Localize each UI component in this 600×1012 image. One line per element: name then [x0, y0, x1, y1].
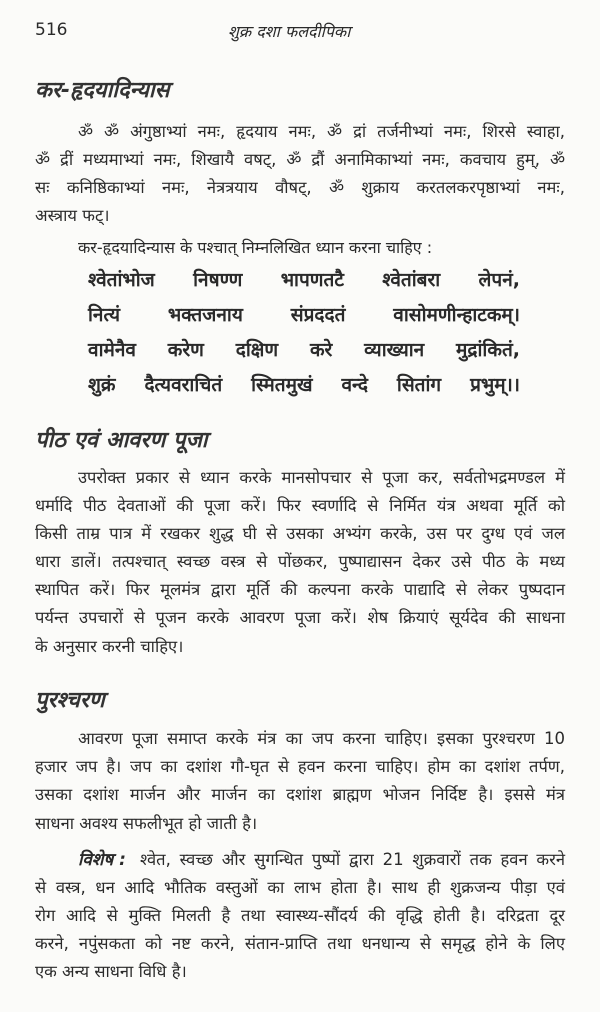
page-number: 516: [35, 20, 68, 40]
dhyana-intro: कर-हृदयादिन्यास के पश्चात् निम्नलिखित ध्यान करना चाहिए :: [78, 238, 433, 257]
paragraph-line: के अनुसार करनी चाहिए।: [35, 637, 184, 656]
verse-line: वामेनैव करेण दक्षिण करे व्याख्यान मुद्रांकितं,: [88, 339, 520, 361]
running-title: शुक्र दशा फलदीपिका: [228, 22, 351, 41]
paragraph-line: स्थापित करें। फिर मूलमंत्र द्वारा मूर्ति की कल्पना करके पाद्यादि से लेकर पुष्पदान: [35, 580, 565, 599]
section-heading-peeth-avaran-puja: पीठ एवं आवरण पूजा: [35, 428, 208, 453]
note-line: करने, नपुंसकता को नष्ट करने, संतान-प्राप्ति तथा धनधान्य से समृद्ध होने के लिए: [35, 934, 565, 953]
verse-line: नित्यं भक्तजनाय संप्रददतं वासोमणीन्हाटकम्।: [88, 304, 520, 326]
note-line: से वस्त्र, धन आदि भौतिक वस्तुओं का लाभ होता है। साथ ही शुक्रजन्य पीड़ा एवं: [35, 878, 565, 897]
note-label-text: विशेष :: [78, 850, 126, 870]
paragraph-line: अस्त्राय फट्।: [35, 206, 110, 225]
note-line: रोग आदि से मुक्ति मिलती है तथा स्वास्थ्य-सौंदर्य की वृद्धि होती है। दरिद्रता दूर: [35, 906, 565, 925]
paragraph-line: ॐ द्रीं मध्यमाभ्यां नमः, शिखायै वषट्, ॐ द्रौं अनामिकाभ्यां नमः, कवचाय हुम्, ॐ: [35, 150, 565, 169]
paragraph-line: पर्यन्त उपचारों से पूजन करके आवरण पूजा करें। शेष क्रियाएं सूर्यदेव की साधना: [35, 608, 565, 627]
paragraph-line: सः कनिष्ठिकाभ्यां नमः, नेत्रत्रयाय वौषट्, ॐ शुक्राय करतलकरपृष्ठाभ्यां नमः,: [35, 178, 565, 197]
note-line: एक अन्य साधना विधि है।: [35, 962, 187, 981]
paragraph-line: धारा डालें। तत्पश्चात् स्वच्छ वस्त्र से पोंछकर, पुष्पाद्यासन देकर उसे पीठ के मध्य: [35, 552, 565, 571]
section-heading-kar-hridayadinyas: कर-हृदयादिन्यास: [35, 78, 170, 103]
paragraph-line: किसी ताम्र पात्र में रखकर शुद्ध घी से उसका अभ्यंग करके, उस पर दुग्ध एवं जल: [35, 524, 565, 543]
paragraph-line: साधना अवश्य सफलीभूत हो जाती है।: [35, 814, 258, 833]
paragraph-line: उपरोक्त प्रकार से ध्यान करके मानसोपचार से पूजा कर, सर्वतोभद्रमण्डल में: [78, 468, 565, 487]
paragraph-line: हजार जप है। जप का दशांश गौ-घृत से हवन करना चाहिए। होम का दशांश तर्पण,: [35, 757, 565, 776]
verse-line: श्वेतांभोज निषण्ण भापणतटै श्वेतांबरा लेपनं,: [88, 269, 520, 291]
verse-line: शुक्रं दैत्यवराचितं स्मितमुखं वन्दे सितांग प्रभुम्।।: [88, 374, 520, 396]
note-label: [78, 848, 126, 872]
paragraph-line: आवरण पूजा समाप्त करके मंत्र का जप करना चाहिए। इसका पुरश्चरण 10: [78, 729, 565, 748]
note-line: श्वेत, स्वच्छ और सुगन्धित पुष्पों द्वारा 21 शुक्रवारों तक हवन करने: [140, 850, 565, 869]
section-heading-purashcharan: पुरश्चरण: [35, 688, 105, 713]
paragraph-line: उसका दशांश मार्जन और मार्जन का दशांश ब्राह्मण भोजन निर्दिष्ट है। इससे मंत्र: [35, 785, 565, 804]
paragraph-line: धर्मादि पीठ देवताओं की पूजा करें। फिर स्वर्णादि से निर्मित यंत्र अथवा मूर्ति को: [35, 496, 565, 515]
paragraph-line: ॐ ॐ अंगुष्ठाभ्यां नमः, हृदयाय नमः, ॐ द्रां तर्जनीभ्यां नमः, शिरसे स्वाहा,: [78, 122, 565, 141]
